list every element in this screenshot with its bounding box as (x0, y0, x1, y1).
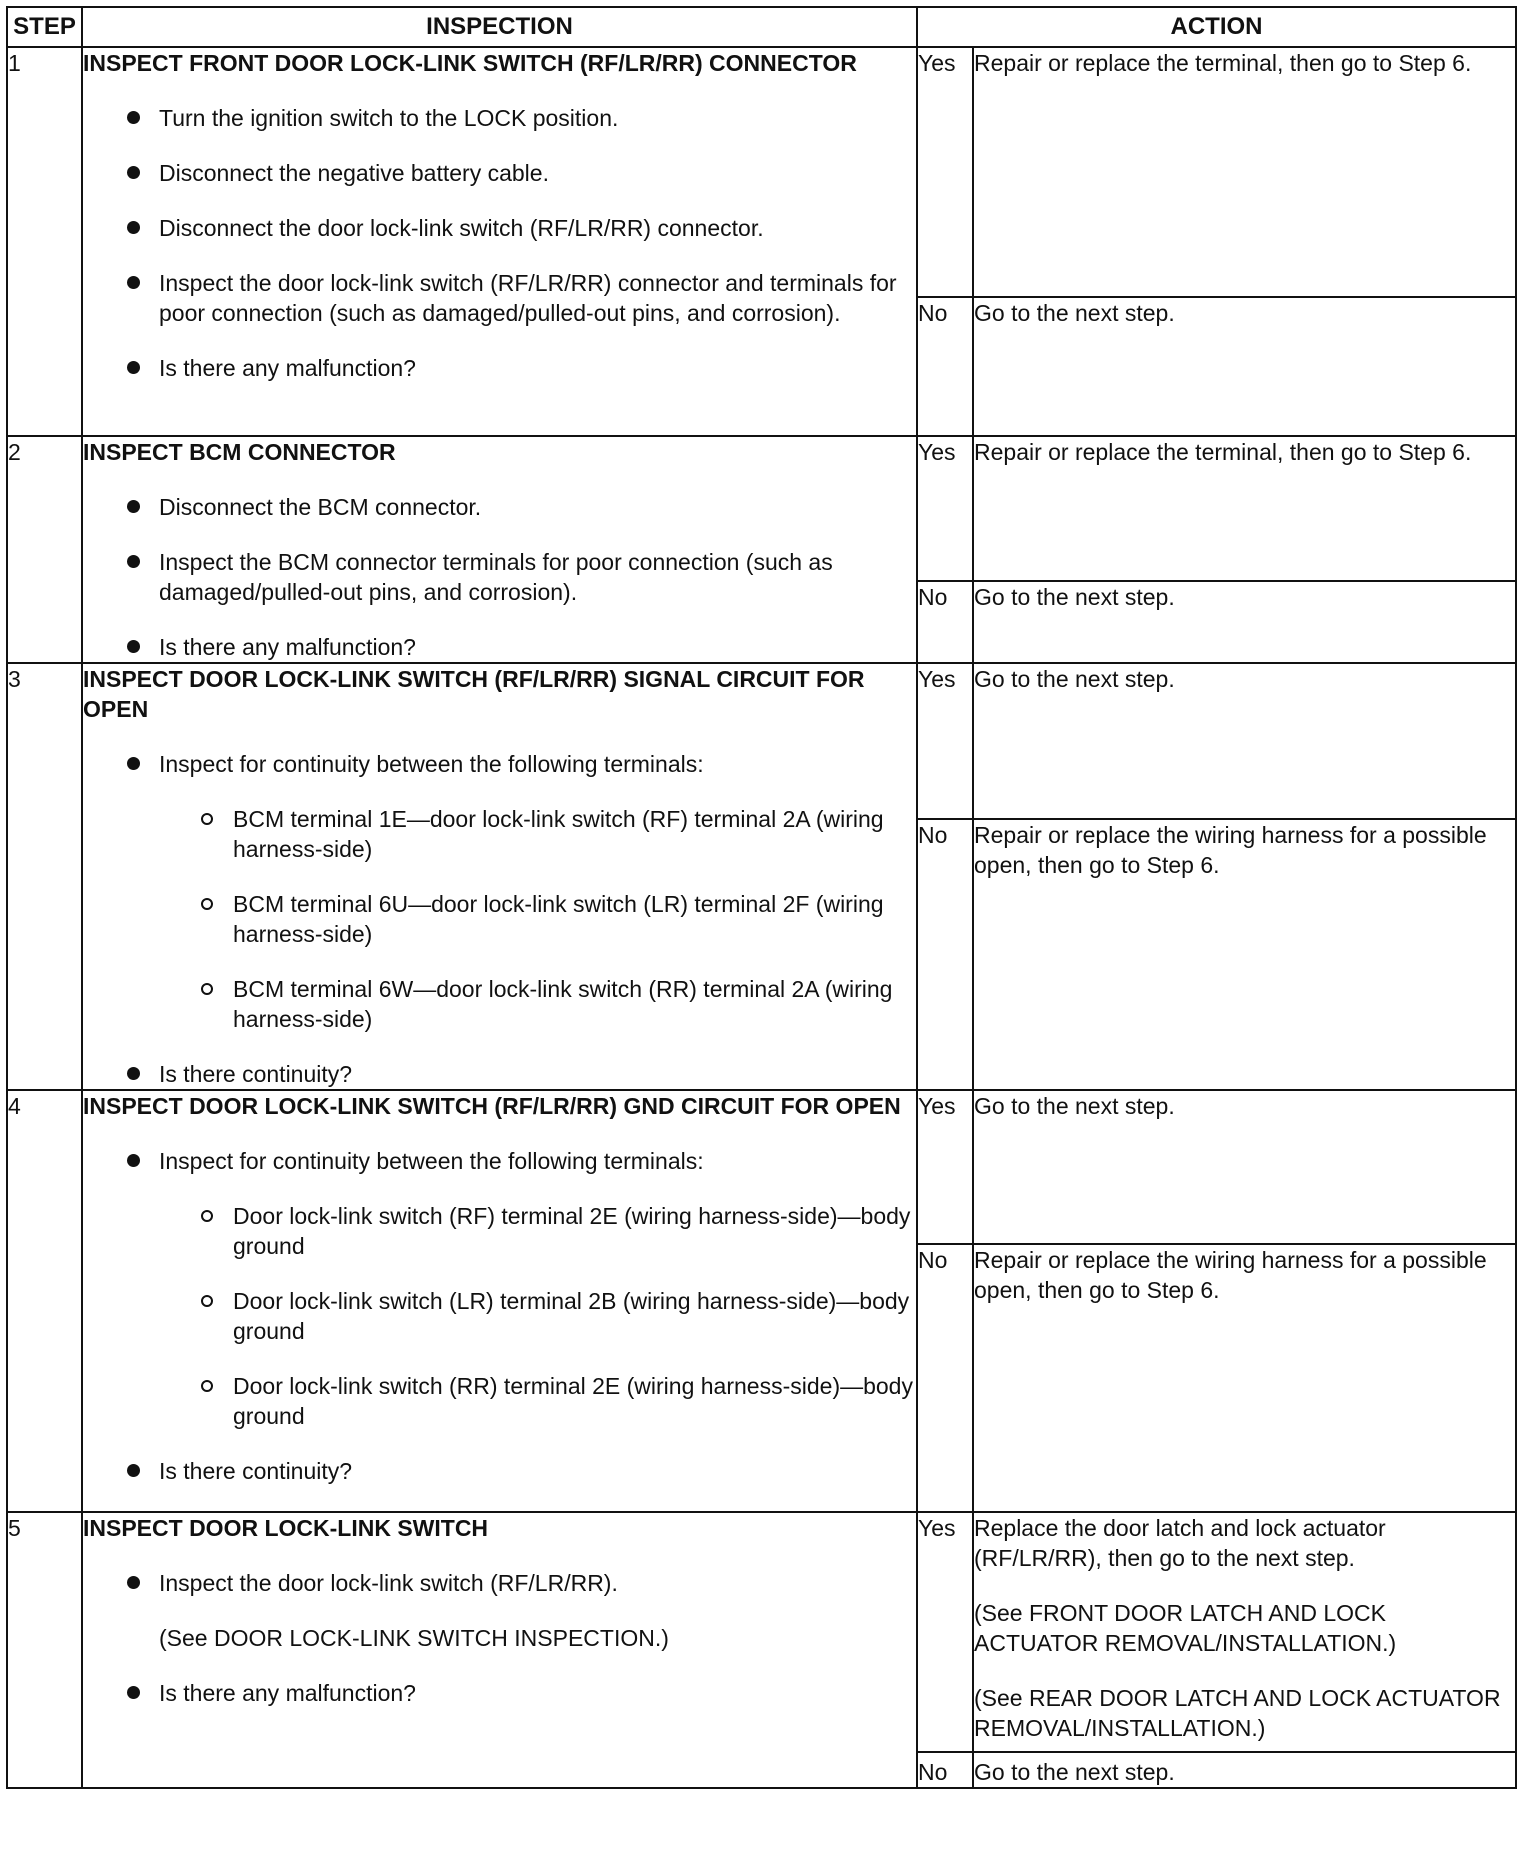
bullet-item: Is there any malfunction? (83, 632, 916, 662)
yes-label: Yes (917, 663, 973, 819)
bullet-icon (127, 221, 140, 234)
bullet-icon (127, 166, 140, 179)
bullet-icon (127, 1464, 140, 1477)
bullet-item: Turn the ignition switch to the LOCK position. (83, 103, 916, 133)
troubleshooting-page (6, 6, 1518, 1789)
yes-label: Yes (917, 436, 973, 581)
bullet-list (83, 749, 916, 779)
bullet-icon (127, 111, 140, 124)
sub-bullet-icon (201, 1210, 213, 1222)
sub-bullet-item: BCM terminal 6U—door lock-link switch (LR) terminal 2F (wiring harness-side) (83, 889, 916, 949)
yes-label: Yes (917, 1512, 973, 1752)
no-action: Go to the next step. (973, 297, 1516, 436)
bullet-icon (127, 361, 140, 374)
bullet-item: Disconnect the negative battery cable. (83, 158, 916, 188)
diagnostic-table (6, 6, 1517, 1789)
sub-bullet-list (83, 804, 916, 1034)
bullet-list (83, 492, 916, 662)
reference-note: (See DOOR LOCK-LINK SWITCH INSPECTION.) (159, 1625, 669, 1651)
step-2-inspection (82, 436, 917, 663)
step-4-yes-row (7, 1090, 1516, 1244)
bullet-item: Disconnect the BCM connector. (83, 492, 916, 522)
bullet-icon (127, 555, 140, 568)
bullet-item: Is there continuity? (83, 1456, 916, 1486)
sub-bullet-item: BCM terminal 1E—door lock-link switch (RF) terminal 2A (wiring harness-side) (83, 804, 916, 864)
no-label: No (917, 1244, 973, 1512)
header-row (7, 7, 1516, 47)
header-inspection: INSPECTION (82, 7, 917, 47)
sub-bullet-icon (201, 1380, 213, 1392)
no-label: No (917, 819, 973, 1090)
step-number: 4 (7, 1090, 82, 1512)
step-3-inspection (82, 663, 917, 1090)
sub-bullet-item: Door lock-link switch (RR) terminal 2E (wiring harness-side)—body ground (83, 1371, 916, 1431)
yes-label: Yes (917, 1090, 973, 1244)
step-3-yes-row (7, 663, 1516, 819)
bullet-list (83, 103, 916, 383)
bullet-item: Is there continuity? (83, 1059, 916, 1089)
bullet-icon (127, 500, 140, 513)
no-label: No (917, 1752, 973, 1788)
bullet-item: Inspect for continuity between the following terminals: (83, 749, 916, 779)
bullet-icon (127, 1576, 140, 1589)
bullet-list (83, 1059, 916, 1089)
no-label: No (917, 581, 973, 663)
step-title: INSPECT BCM CONNECTOR (83, 439, 396, 465)
step-1-inspection (82, 47, 917, 436)
no-label: No (917, 297, 973, 436)
yes-action: Repair or replace the terminal, then go to Step 6. (973, 436, 1516, 581)
no-action: Repair or replace the wiring harness for a possible open, then go to Step 6. (973, 819, 1516, 1090)
bullet-list (83, 1568, 916, 1708)
bullet-list (83, 1146, 916, 1176)
bullet-item: Is there any malfunction? (83, 1678, 916, 1708)
step-number: 5 (7, 1512, 82, 1788)
step-4-inspection (82, 1090, 917, 1512)
header-step: STEP (7, 7, 82, 47)
step-title: INSPECT DOOR LOCK-LINK SWITCH (RF/LR/RR) SIGNAL CIRCUIT FOR OPEN (83, 666, 865, 722)
bullet-item: Inspect the BCM connector terminals for poor connection (such as damaged/pulled-out pins, and corrosion). (83, 547, 916, 607)
yes-label: Yes (917, 47, 973, 297)
sub-bullet-icon (201, 813, 213, 825)
step-1-yes-row (7, 47, 1516, 297)
step-number: 1 (7, 47, 82, 436)
bullet-icon (127, 1067, 140, 1080)
sub-bullet-icon (201, 898, 213, 910)
no-action: Repair or replace the wiring harness for a possible open, then go to Step 6. (973, 1244, 1516, 1512)
bullet-icon (127, 640, 140, 653)
sub-bullet-icon (201, 983, 213, 995)
bullet-icon (127, 1686, 140, 1699)
yes-action: Go to the next step. (973, 663, 1516, 819)
step-5-inspection (82, 1512, 917, 1788)
sub-bullet-item: Door lock-link switch (RF) terminal 2E (wiring harness-side)—body ground (83, 1201, 916, 1261)
step-number: 2 (7, 436, 82, 663)
yes-action: Go to the next step. (973, 1090, 1516, 1244)
yes-action: Repair or replace the terminal, then go to Step 6. (973, 47, 1516, 297)
bullet-icon (127, 276, 140, 289)
bullet-item: Inspect the door lock-link switch (RF/LR/RR). (83, 1568, 916, 1598)
sub-bullet-item: Door lock-link switch (LR) terminal 2B (wiring harness-side)—body ground (83, 1286, 916, 1346)
no-action: Go to the next step. (973, 1752, 1516, 1788)
step-title: INSPECT DOOR LOCK-LINK SWITCH (83, 1515, 489, 1541)
step-2-yes-row (7, 436, 1516, 581)
bullet-icon (127, 757, 140, 770)
bullet-item: Is there any malfunction? (83, 353, 916, 383)
bullet-icon (127, 1154, 140, 1167)
sub-bullet-item: BCM terminal 6W—door lock-link switch (RR) terminal 2A (wiring harness-side) (83, 974, 916, 1034)
sub-bullet-icon (201, 1295, 213, 1307)
bullet-item: Inspect for continuity between the following terminals: (83, 1146, 916, 1176)
step-number: 3 (7, 663, 82, 1090)
step-title: INSPECT DOOR LOCK-LINK SWITCH (RF/LR/RR) GND CIRCUIT FOR OPEN (83, 1093, 901, 1119)
sub-bullet-list (83, 1201, 916, 1431)
bullet-item: Disconnect the door lock-link switch (RF/LR/RR) connector. (83, 213, 916, 243)
yes-action: Replace the door latch and lock actuator (RF/LR/RR), then go to the next step. (See FRONT DOOR LATCH AND LOCK ACTUATOR REMOVAL/INSTALLATION.) (See REAR DOOR LATCH AND LOCK ACTUATOR REMOVAL/INSTALLATION.) (973, 1512, 1516, 1752)
no-action: Go to the next step. (973, 581, 1516, 663)
header-action: ACTION (917, 7, 1516, 47)
step-title: INSPECT FRONT DOOR LOCK-LINK SWITCH (RF/LR/RR) CONNECTOR (83, 50, 857, 76)
step-5-yes-row (7, 1512, 1516, 1752)
bullet-item: Inspect the door lock-link switch (RF/LR/RR) connector and terminals for poor connection (such as damaged/pulled-out pins, and corrosion). (83, 268, 916, 328)
bullet-list (83, 1456, 916, 1486)
